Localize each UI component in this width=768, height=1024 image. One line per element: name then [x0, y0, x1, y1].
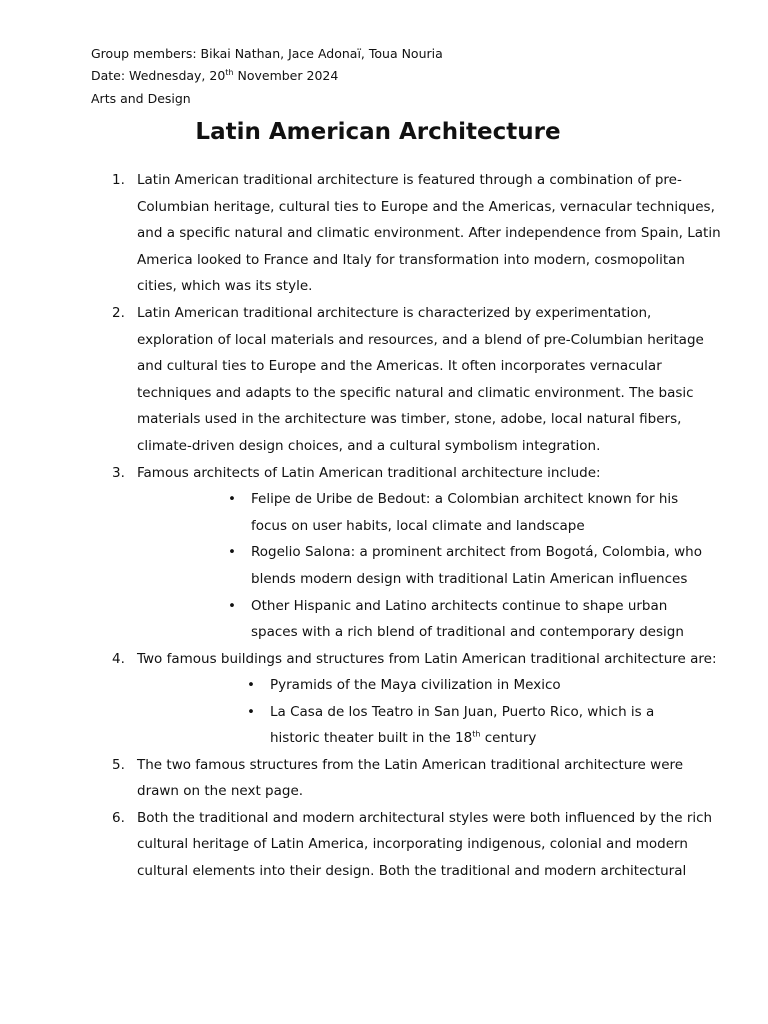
list-item-text: Famous architects of Latin American traditional architecture include:	[137, 465, 601, 481]
sub-item-text: Felipe de Uribe de Bedout: a Colombian architect known for his	[251, 491, 679, 507]
list-item-text: Two famous buildings and structures from Latin American traditional architecture are:	[137, 651, 717, 667]
sub-item-text-suffix: century	[480, 730, 537, 746]
subject-line: Arts and Design	[91, 91, 191, 106]
list-item-text: cultural elements into their design. Both the traditional and modern architectural	[137, 863, 687, 879]
bullet-icon: •	[228, 598, 236, 614]
list-item-text: Latin American traditional architecture is characterized by experimentation,	[137, 305, 652, 321]
sub-item-text	[270, 725, 536, 752]
list-item-text: America looked to France and Italy for transformation into modern, cosmopolitan	[137, 252, 685, 268]
list-item-text: and cultural ties to Europe and the Americas. It often incorporates vernacular	[137, 358, 662, 374]
list-item-text: cultural heritage of Latin America, incorporating indigenous, colonial and modern	[137, 836, 688, 852]
list-item-text: Both the traditional and modern architectural styles were both influenced by the rich	[137, 810, 713, 826]
list-item-text: and a specific natural and climatic environment. After independence from Spain, Latin	[137, 225, 721, 241]
list-item-text: techniques and adapts to the specific natural and climatic environment. The basic	[137, 385, 694, 401]
century-superscript: th	[472, 729, 481, 739]
bullet-icon: •	[247, 677, 255, 693]
sub-item-text: blends modern design with traditional Latin American influences	[251, 571, 688, 587]
date-prefix: Date: Wednesday, 20	[91, 68, 226, 83]
bullet-icon: •	[228, 544, 236, 560]
list-item-text: materials used in the architecture was timber, stone, adobe, local natural fibers,	[137, 411, 682, 427]
list-item-text: Columbian heritage, cultural ties to Europe and the Americas, vernacular techniques,	[137, 199, 715, 215]
list-item-text: cities, which was its style.	[137, 278, 313, 294]
sub-item-text: focus on user habits, local climate and landscape	[251, 518, 585, 534]
sub-item-text: Pyramids of the Maya civilization in Mexico	[270, 677, 561, 693]
list-item-number: 5.	[112, 757, 125, 773]
sub-item-text: spaces with a rich blend of traditional and contemporary design	[251, 624, 684, 640]
list-item-number: 2.	[112, 305, 125, 321]
date-superscript: th	[225, 67, 234, 77]
sub-item-text: Other Hispanic and Latino architects continue to shape urban	[251, 598, 668, 614]
list-item-number: 4.	[112, 651, 125, 667]
document-title: Latin American Architecture	[195, 119, 561, 145]
list-item-number: 3.	[112, 465, 125, 481]
list-item-text: Latin American traditional architecture is featured through a combination of pre-	[137, 172, 682, 188]
sub-item-text: Rogelio Salona: a prominent architect from Bogotá, Colombia, who	[251, 544, 702, 560]
date-suffix: November 2024	[233, 68, 339, 83]
bullet-icon: •	[247, 704, 255, 720]
sub-item-text: La Casa de los Teatro in San Juan, Puerto Rico, which is a	[270, 704, 655, 720]
list-item-text: climate-driven design choices, and a cultural symbolism integration.	[137, 438, 601, 454]
sub-item-text-prefix: historic theater built in the 18	[270, 730, 473, 746]
list-item-number: 6.	[112, 810, 125, 826]
list-item-text: The two famous structures from the Latin American traditional architecture were	[137, 757, 684, 773]
document-date	[91, 68, 338, 84]
group-members: Group members: Bikai Nathan, Jace Adonaï, Toua Nouria	[91, 46, 443, 61]
list-item-text: exploration of local materials and resources, and a blend of pre-Columbian heritage	[137, 332, 704, 348]
list-item-text: drawn on the next page.	[137, 783, 304, 799]
list-item-number: 1.	[112, 172, 125, 188]
bullet-icon: •	[228, 491, 236, 507]
